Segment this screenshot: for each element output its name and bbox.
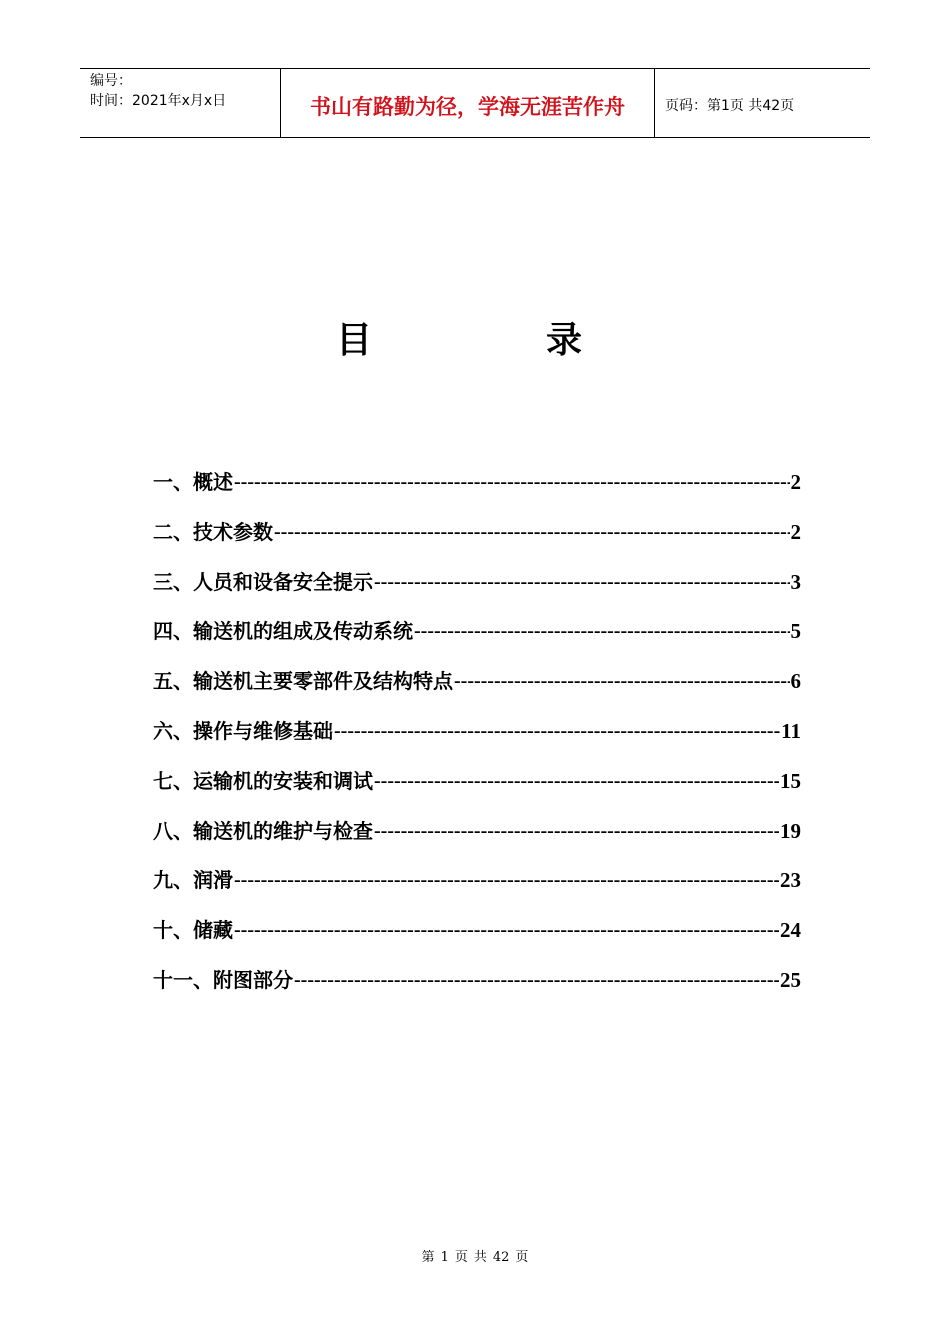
- document-time-label: 时间：2021年x月x日: [90, 93, 227, 109]
- footer-total-pages: 42: [492, 1250, 510, 1265]
- toc-leader: [234, 919, 779, 942]
- header-meta-cell: [80, 69, 281, 137]
- toc-entry-label: 十一、附图部分: [153, 967, 293, 992]
- toc-entry-page: 11: [781, 718, 801, 743]
- toc-entry[interactable]: [153, 815, 801, 865]
- toc-entry[interactable]: [153, 516, 801, 566]
- footer-page-word: 页: [454, 1250, 468, 1265]
- page-footer: [0, 1246, 950, 1265]
- toc-entry-page: 19: [780, 818, 801, 843]
- toc-entry-label: 一、概述: [153, 470, 233, 494]
- title-char-1: 目: [336, 320, 373, 361]
- toc-entry-page: 2: [790, 470, 801, 494]
- toc-entry[interactable]: [153, 765, 801, 815]
- toc-leader: [374, 770, 779, 793]
- toc-entry-label: 五、输送机主要零部件及结构特点: [153, 669, 453, 694]
- toc-entry-page: 24: [780, 918, 801, 943]
- toc-entry-page: 25: [780, 967, 801, 992]
- footer-current-page: 1: [440, 1250, 449, 1265]
- toc-entry-page: 6: [790, 669, 801, 694]
- toc-entry-page: 3: [790, 569, 801, 594]
- table-of-contents: [153, 466, 801, 1014]
- toc-entry-page: 2: [790, 519, 801, 544]
- document-number-label: 编号：: [90, 73, 132, 89]
- toc-leader: [234, 869, 779, 892]
- toc-leader: [294, 969, 779, 992]
- footer-prefix: 第: [421, 1250, 435, 1265]
- header-motto-cell: [281, 69, 655, 137]
- toc-leader: [234, 471, 790, 494]
- footer-total-word: 共: [473, 1250, 487, 1265]
- toc-entry[interactable]: [153, 715, 801, 765]
- toc-entry-label: 四、输送机的组成及传动系统: [153, 619, 413, 644]
- toc-entry[interactable]: [153, 964, 801, 1014]
- toc-leader: [274, 521, 790, 544]
- page-title: [0, 312, 950, 362]
- toc-leader: [414, 620, 790, 643]
- toc-entry-label: 二、技术参数: [153, 519, 273, 544]
- footer-suffix: 页: [515, 1250, 529, 1265]
- header-page-info: 页码：第1页 共42页: [665, 98, 795, 114]
- toc-entry-label: 三、人员和设备安全提示: [153, 569, 373, 594]
- toc-leader: [374, 820, 779, 843]
- toc-entry[interactable]: [153, 615, 801, 665]
- header-motto: 书山有路勤为径，学海无涯苦作舟: [310, 95, 625, 119]
- header-page-cell: [655, 69, 870, 137]
- toc-entry-label: 八、输送机的维护与检查: [153, 818, 373, 843]
- toc-entry-page: 15: [780, 768, 801, 793]
- toc-entry[interactable]: [153, 914, 801, 964]
- toc-entry[interactable]: [153, 566, 801, 616]
- toc-entry-label: 十、储藏: [153, 918, 233, 943]
- title-char-2: 录: [546, 320, 583, 361]
- toc-leader: [454, 670, 790, 693]
- page-header: [80, 68, 870, 138]
- toc-entry-page: 5: [790, 619, 801, 644]
- toc-entry-label: 六、操作与维修基础: [153, 718, 333, 743]
- toc-entry-label: 九、润滑: [153, 868, 233, 893]
- toc-entry-page: 23: [780, 868, 801, 893]
- toc-entry[interactable]: [153, 466, 801, 516]
- toc-leader: [374, 571, 790, 594]
- toc-entry-label: 七、运输机的安装和调试: [153, 768, 373, 793]
- toc-entry[interactable]: [153, 665, 801, 715]
- toc-entry[interactable]: [153, 864, 801, 914]
- toc-leader: [334, 720, 780, 743]
